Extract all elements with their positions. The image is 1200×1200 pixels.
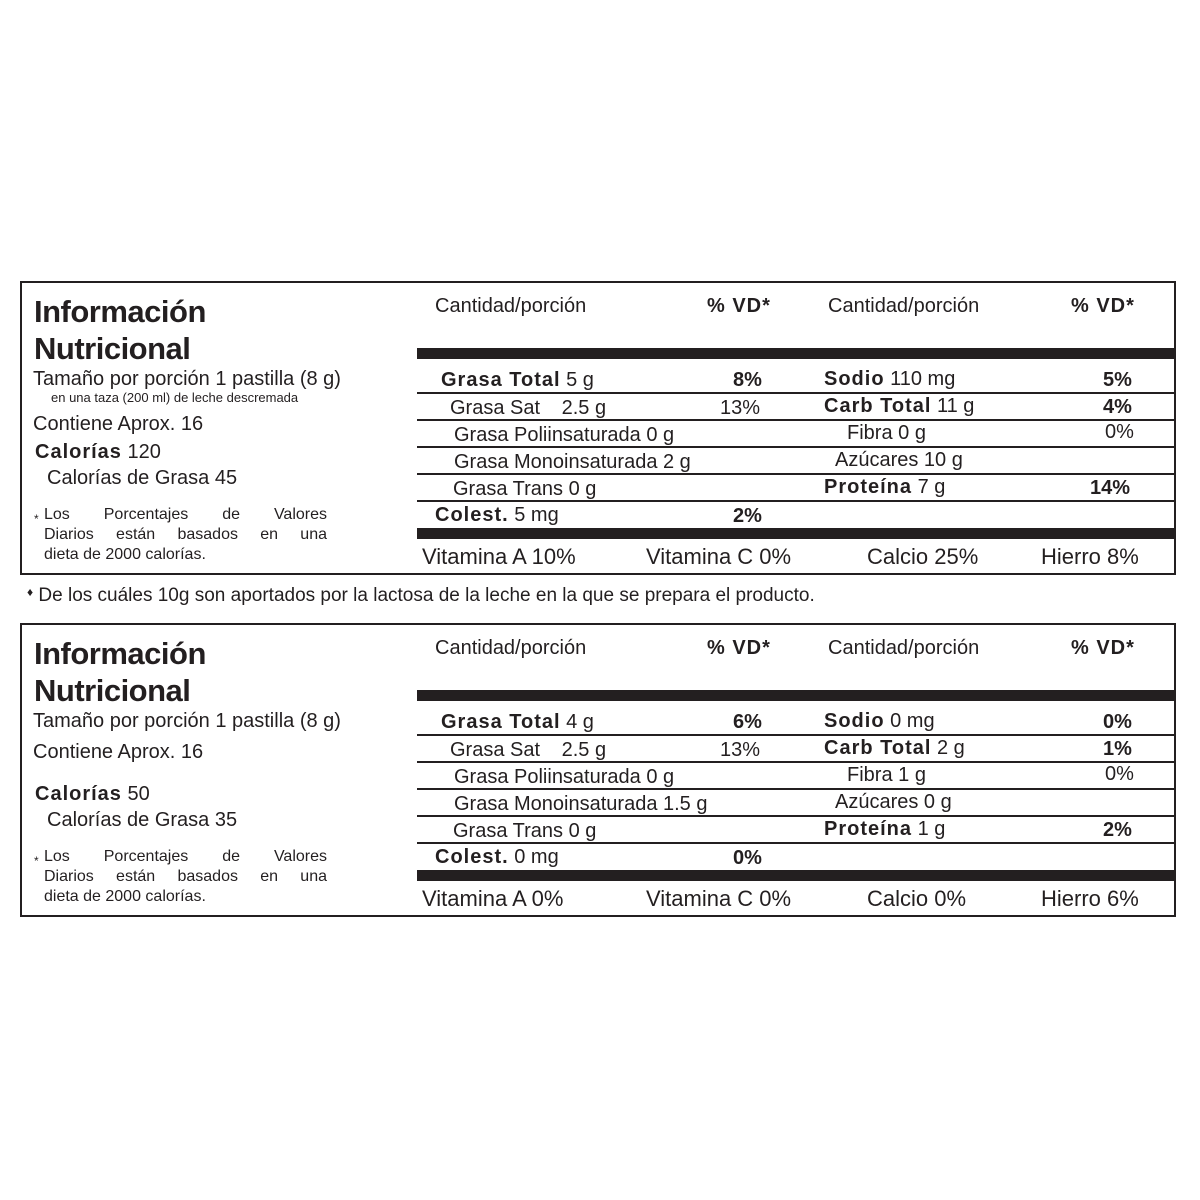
total-fat-dv: 8% — [733, 369, 762, 391]
sat-fat-amount: 2.5 g — [561, 739, 607, 761]
footnote-star: * — [34, 854, 39, 868]
row-divider — [417, 473, 1176, 475]
fiber-label: Fibra — [847, 422, 893, 444]
serving-size: Tamaño por porción 1 pastilla (8 g) — [33, 710, 341, 732]
calories-value: 120 — [127, 441, 161, 463]
protein-amount: 1 g — [917, 818, 946, 840]
sat-fat-label: Grasa Sat — [450, 739, 541, 761]
sat-fat-row — [450, 398, 606, 418]
iron: Hierro 8% — [1041, 544, 1139, 569]
mono-fat-row: Grasa Monoinsaturada 2 g — [454, 451, 691, 473]
trans-fat-row: Grasa Trans 0 g — [453, 478, 597, 500]
row-divider — [417, 842, 1176, 844]
protein-dv: 2% — [1103, 819, 1132, 841]
footnote-line1: Los Porcentajes de Valores — [44, 506, 327, 523]
carb-dv: 1% — [1103, 738, 1132, 760]
poly-fat-row: Grasa Poliinsaturada 0 g — [454, 766, 675, 788]
protein-amount: 7 g — [917, 476, 946, 498]
fiber-row — [847, 765, 926, 785]
protein-label: Proteína — [824, 476, 913, 498]
calories-value: 50 — [127, 783, 150, 805]
row-divider — [417, 734, 1176, 736]
cholesterol-amount: 0 mg — [514, 846, 559, 868]
protein-label: Proteína — [824, 818, 913, 840]
sodium-dv: 5% — [1103, 369, 1132, 391]
col-header-amount-left: Cantidad/porción — [435, 637, 587, 659]
row-divider — [417, 419, 1176, 421]
sodium-row — [824, 369, 955, 389]
sat-fat-row — [450, 740, 606, 760]
poly-fat-row: Grasa Poliinsaturada 0 g — [454, 424, 675, 446]
nutrition-panel-1 — [20, 281, 1176, 575]
cholesterol-row — [435, 505, 559, 525]
cholesterol-label: Colest. — [435, 504, 509, 526]
fat-calories: Calorías de Grasa 45 — [47, 467, 238, 489]
thick-divider-top — [417, 690, 1176, 701]
calories-label: Calorías — [35, 783, 122, 805]
row-divider — [417, 392, 1176, 394]
protein-row — [824, 819, 945, 839]
footnote-line3: dieta de 2000 calorías. — [44, 546, 206, 563]
sat-fat-dv: 13% — [720, 397, 761, 419]
row-divider — [417, 500, 1176, 502]
sugars-row: Azúcares 0 g — [835, 791, 952, 813]
total-fat-label: Grasa Total — [441, 369, 561, 391]
footnote-line3: dieta de 2000 calorías. — [44, 888, 206, 905]
col-header-dv-left: % VD* — [707, 295, 771, 317]
total-fat-row — [441, 712, 594, 732]
carb-label: Carb Total — [824, 737, 932, 759]
sat-fat-dv: 13% — [720, 739, 761, 761]
sodium-dv: 0% — [1103, 711, 1132, 733]
cholesterol-amount: 5 mg — [514, 504, 559, 526]
footnote-line2: Diarios están basados en una — [44, 868, 327, 885]
nutrition-panel-2 — [20, 623, 1176, 917]
fiber-row — [847, 423, 926, 443]
servings-per-container: Contiene Aprox. 16 — [33, 741, 204, 763]
row-divider — [417, 761, 1176, 763]
carb-row — [824, 396, 974, 416]
serving-size: Tamaño por porción 1 pastilla (8 g) — [33, 368, 341, 390]
vitamin-c: Vitamina C 0% — [646, 886, 792, 911]
sodium-label: Sodio — [824, 710, 885, 732]
carb-amount: 2 g — [936, 737, 965, 759]
cholesterol-dv: 0% — [733, 847, 762, 869]
col-header-amount-left: Cantidad/porción — [435, 295, 587, 317]
thick-divider-bottom — [417, 528, 1176, 539]
footnote-line1: Los Porcentajes de Valores — [44, 848, 327, 865]
thick-divider-bottom — [417, 870, 1176, 881]
total-fat-row — [441, 370, 594, 390]
total-fat-amount: 5 g — [566, 369, 594, 391]
calcium: Calcio 0% — [867, 886, 967, 911]
fat-calories: Calorías de Grasa 35 — [47, 809, 238, 831]
col-header-dv-right: % VD* — [1071, 295, 1135, 317]
carb-amount: 11 g — [936, 395, 975, 417]
calories-label: Calorías — [35, 441, 122, 463]
sodium-amount: 0 mg — [890, 710, 935, 732]
servings-per-container: Contiene Aprox. 16 — [33, 413, 204, 435]
carb-dv: 4% — [1103, 396, 1132, 418]
panel-title-line2: Nutricional — [34, 673, 191, 708]
footnote-star: * — [34, 512, 39, 526]
panel-title-line2: Nutricional — [34, 331, 191, 366]
sugars-row: Azúcares 10 g — [835, 449, 963, 471]
col-header-amount-right: Cantidad/porción — [828, 295, 980, 317]
panel-title-line1: Información — [34, 636, 206, 671]
carb-row — [824, 738, 965, 758]
cholesterol-label: Colest. — [435, 846, 509, 868]
fiber-amount: 1 g — [898, 764, 926, 786]
dv-footnote — [35, 847, 327, 907]
row-divider — [417, 788, 1176, 790]
fiber-dv: 0% — [1105, 421, 1134, 443]
fiber-amount: 0 g — [898, 422, 926, 444]
calcium: Calcio 25% — [867, 544, 979, 569]
row-divider — [417, 815, 1176, 817]
vitamin-a: Vitamina A 10% — [422, 544, 576, 569]
protein-dv: 14% — [1090, 477, 1131, 499]
total-fat-label: Grasa Total — [441, 711, 561, 733]
serving-note: en una taza (200 ml) de leche descremada — [51, 390, 299, 405]
row-divider — [417, 446, 1176, 448]
panel-title-line1: Información — [34, 294, 206, 329]
col-header-dv-left: % VD* — [707, 637, 771, 659]
lactose-note — [27, 586, 815, 605]
dv-footnote — [35, 505, 327, 565]
vitamin-c: Vitamina C 0% — [646, 544, 792, 569]
calories-row — [35, 442, 161, 462]
vitamin-a: Vitamina A 0% — [422, 886, 564, 911]
sodium-label: Sodio — [824, 368, 885, 390]
col-header-amount-right: Cantidad/porción — [828, 637, 980, 659]
mono-fat-row: Grasa Monoinsaturada 1.5 g — [454, 793, 708, 815]
trans-fat-row: Grasa Trans 0 g — [453, 820, 597, 842]
fiber-label: Fibra — [847, 764, 893, 786]
carb-label: Carb Total — [824, 395, 932, 417]
sat-fat-amount: 2.5 g — [561, 397, 607, 419]
lactose-marker: ♦ — [27, 585, 34, 599]
lactose-text: De los cuáles 10g son aportados por la lactosa de la leche en la que se prepara el producto. — [38, 585, 815, 606]
iron: Hierro 6% — [1041, 886, 1139, 911]
col-header-dv-right: % VD* — [1071, 637, 1135, 659]
protein-row — [824, 477, 945, 497]
sat-fat-label: Grasa Sat — [450, 397, 541, 419]
total-fat-dv: 6% — [733, 711, 762, 733]
total-fat-amount: 4 g — [566, 711, 594, 733]
calories-row — [35, 784, 150, 804]
cholesterol-row — [435, 847, 559, 867]
fiber-dv: 0% — [1105, 763, 1134, 785]
sodium-amount: 110 mg — [890, 368, 956, 390]
footnote-line2: Diarios están basados en una — [44, 526, 327, 543]
cholesterol-dv: 2% — [733, 505, 762, 527]
sodium-row — [824, 711, 935, 731]
thick-divider-top — [417, 348, 1176, 359]
